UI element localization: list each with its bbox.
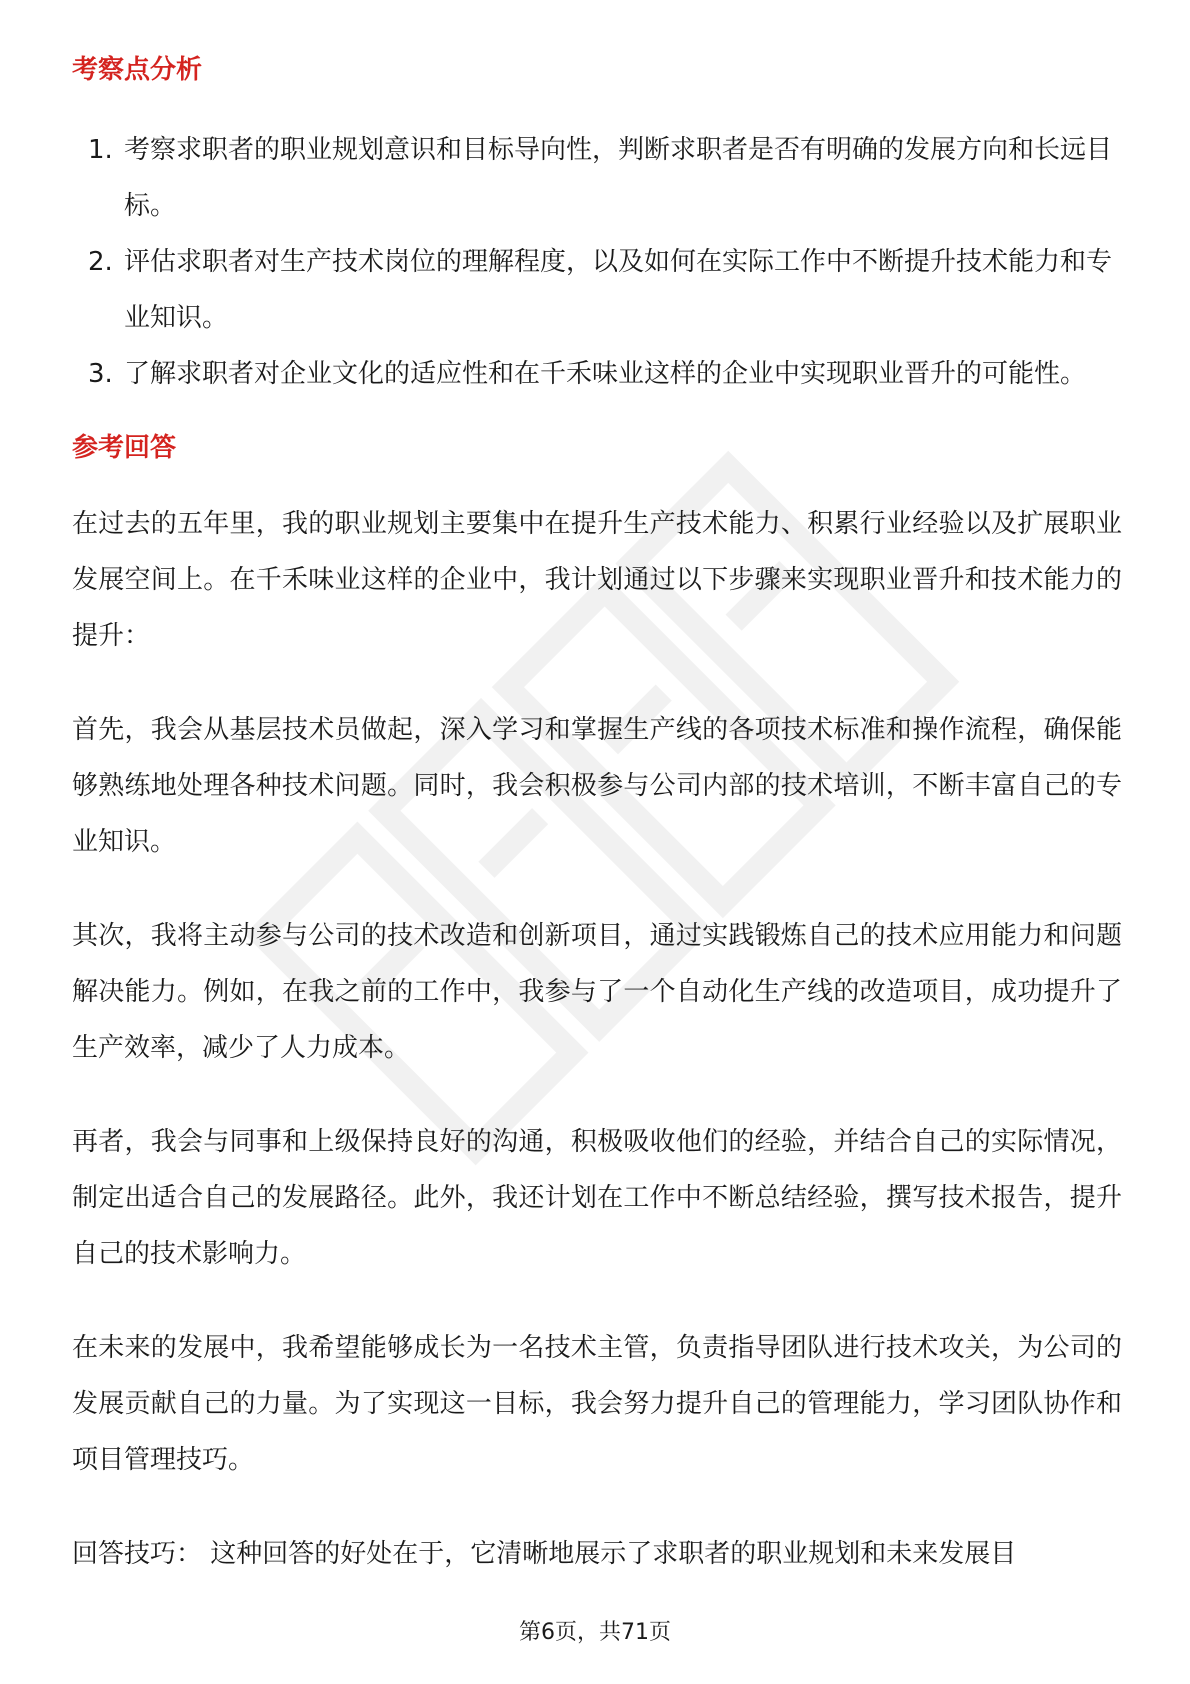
list-item-text: 评估求职者对生产技术岗位的理解程度，以及如何在实际工作中不断提升技术能力和专业知识。 — [124, 247, 1113, 333]
list-item — [72, 346, 1122, 402]
analysis-title: 考察点分析 — [72, 55, 203, 85]
list-item-number: 2. — [88, 247, 113, 277]
answer-paragraph: 再者，我会与同事和上级保持良好的沟通，积极吸收他们的经验，并结合自己的实际情况，制定出适合自己的发展路径。此外，我还计划在工作中不断总结经验，撰写技术报告，提升自己的技术影响力。 — [72, 1127, 1122, 1269]
answer-tips-paragraph: 回答技巧： 这种回答的好处在于，它清晰地展示了求职者的职业规划和未来发展目 — [72, 1539, 1017, 1569]
list-item-number: 3. — [88, 359, 113, 389]
answer-paragraph: 在过去的五年里，我的职业规划主要集中在提升生产技术能力、积累行业经验以及扩展职业发展空间上。在千禾味业这样的企业中，我计划通过以下步骤来实现职业晋升和技术能力的提升： — [72, 509, 1122, 651]
answer-paragraph: 其次，我将主动参与公司的技术改造和创新项目，通过实践锻炼自己的技术应用能力和问题解决能力。例如，在我之前的工作中，我参与了一个自动化生产线的改造项目，成功提升了生产效率，减少了人力成本。 — [72, 921, 1122, 1063]
analysis-points-list — [72, 122, 1122, 402]
list-item-number: 1. — [88, 135, 113, 165]
list-item-text: 了解求职者对企业文化的适应性和在千禾味业这样的企业中实现职业晋升的可能性。 — [124, 359, 1087, 389]
answer-paragraph: 首先，我会从基层技术员做起，深入学习和掌握生产线的各项技术标准和操作流程，确保能够熟练地处理各种技术问题。同时，我会积极参与公司内部的技术培训，不断丰富自己的专业知识。 — [72, 715, 1122, 857]
page-number: 第6页，共71页 — [519, 1620, 671, 1645]
main-content — [72, 48, 1122, 1582]
list-item — [72, 122, 1122, 234]
list-item-text: 考察求职者的职业规划意识和目标导向性，判断求职者是否有明确的发展方向和长远目标。 — [124, 135, 1113, 221]
answer-paragraph: 在未来的发展中，我希望能够成长为一名技术主管，负责指导团队进行技术攻关，为公司的发展贡献自己的力量。为了实现这一目标，我会努力提升自己的管理能力，学习团队协作和项目管理技巧。 — [72, 1333, 1122, 1475]
list-item — [72, 234, 1122, 346]
answer-title: 参考回答 — [72, 433, 177, 463]
